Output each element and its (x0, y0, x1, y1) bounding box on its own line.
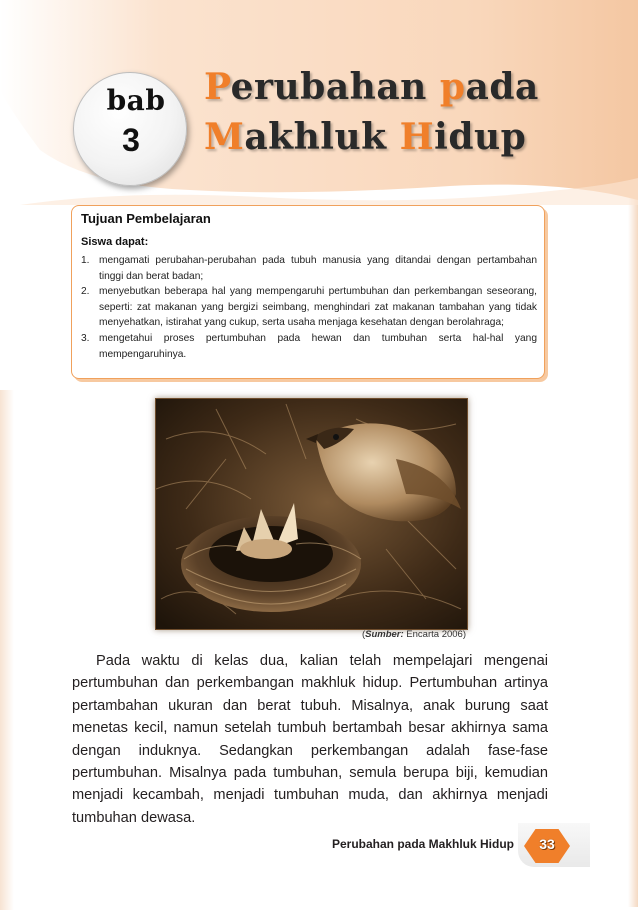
photo-caption (300, 629, 466, 640)
chapter-title-line-2 (204, 116, 526, 158)
learning-objectives-intro: Siswa dapat: (81, 236, 149, 248)
objective-number: 1. (81, 255, 90, 266)
objective-text: menyebutkan beberapa hal yang mempengaruhi pertumbuhan dan perkembangan seseorang, seperti: zat makanan yang bergizi seimbang, menghindari zat makanan tambahan yang tidak menyehatkan, istirahat yang cukup, serta usaha menjaga kesehatan dengan berolahraga; (99, 286, 537, 329)
objective-number: 2. (81, 286, 90, 298)
objective-item (81, 253, 537, 284)
caption-source-label: Sumber: (365, 629, 404, 640)
caption-source: Encarta 2006) (403, 629, 466, 640)
learning-objectives-heading: Tujuan Pembelajaran (81, 211, 211, 226)
chapter-label: bab (106, 84, 166, 117)
bird-nest-photo (155, 398, 468, 630)
title-initial-m: M (204, 116, 245, 158)
objective-text: mengamati perubahan-perubahan pada tubuh manusia yang ditandai dengan pertambahan tinggi dan berat badan; (99, 255, 537, 282)
page-edge-shade-left (0, 390, 14, 910)
title-word-ada: ada (465, 66, 539, 108)
page-number: 33 (539, 836, 555, 852)
title-word-akhluk: akhluk (244, 116, 400, 158)
learning-objectives-list (81, 253, 537, 362)
intro-paragraph (72, 650, 548, 829)
objective-text: mengetahui proses pertumbuhan pada hewan dan tumbuhan serta hal-hal yang mempengaruhinya. (99, 332, 537, 360)
objective-number: 3. (81, 332, 90, 344)
title-word-erubahan: erubahan (230, 66, 440, 108)
title-initial-p: P (204, 66, 231, 108)
objective-item (81, 331, 537, 362)
title-initial-p-lower: p (439, 66, 466, 108)
title-initial-h: H (399, 116, 435, 158)
chapter-number: 3 (122, 122, 140, 158)
running-footer-title: Perubahan pada Makhluk Hidup (331, 837, 514, 851)
title-word-idup: idup (434, 116, 527, 158)
caption-open-paren: ( (361, 629, 366, 640)
objective-item (81, 284, 537, 331)
intro-paragraph-text: Pada waktu di kelas dua, kalian telah mempelajari mengenai pertumbuhan dan perkembangan makhluk hidup. Pertumbuhan artinya pertambahan ukuran dan berat tubuh. Misalnya, anak burung saat menetas kecil, namun setelah tumbuh bertambah besar akhirnya sama dengan induknya. Sedangkan perkembangan adalah fase-fase pertumbuhan. Misalnya pada tumbuhan, semula berupa biji, kemudian menjadi kecambah, menjadi tumbuhan muda, dan akhirnya menjadi tumbuhan dewasa. (72, 653, 548, 826)
chapter-title-line-1 (204, 66, 539, 108)
